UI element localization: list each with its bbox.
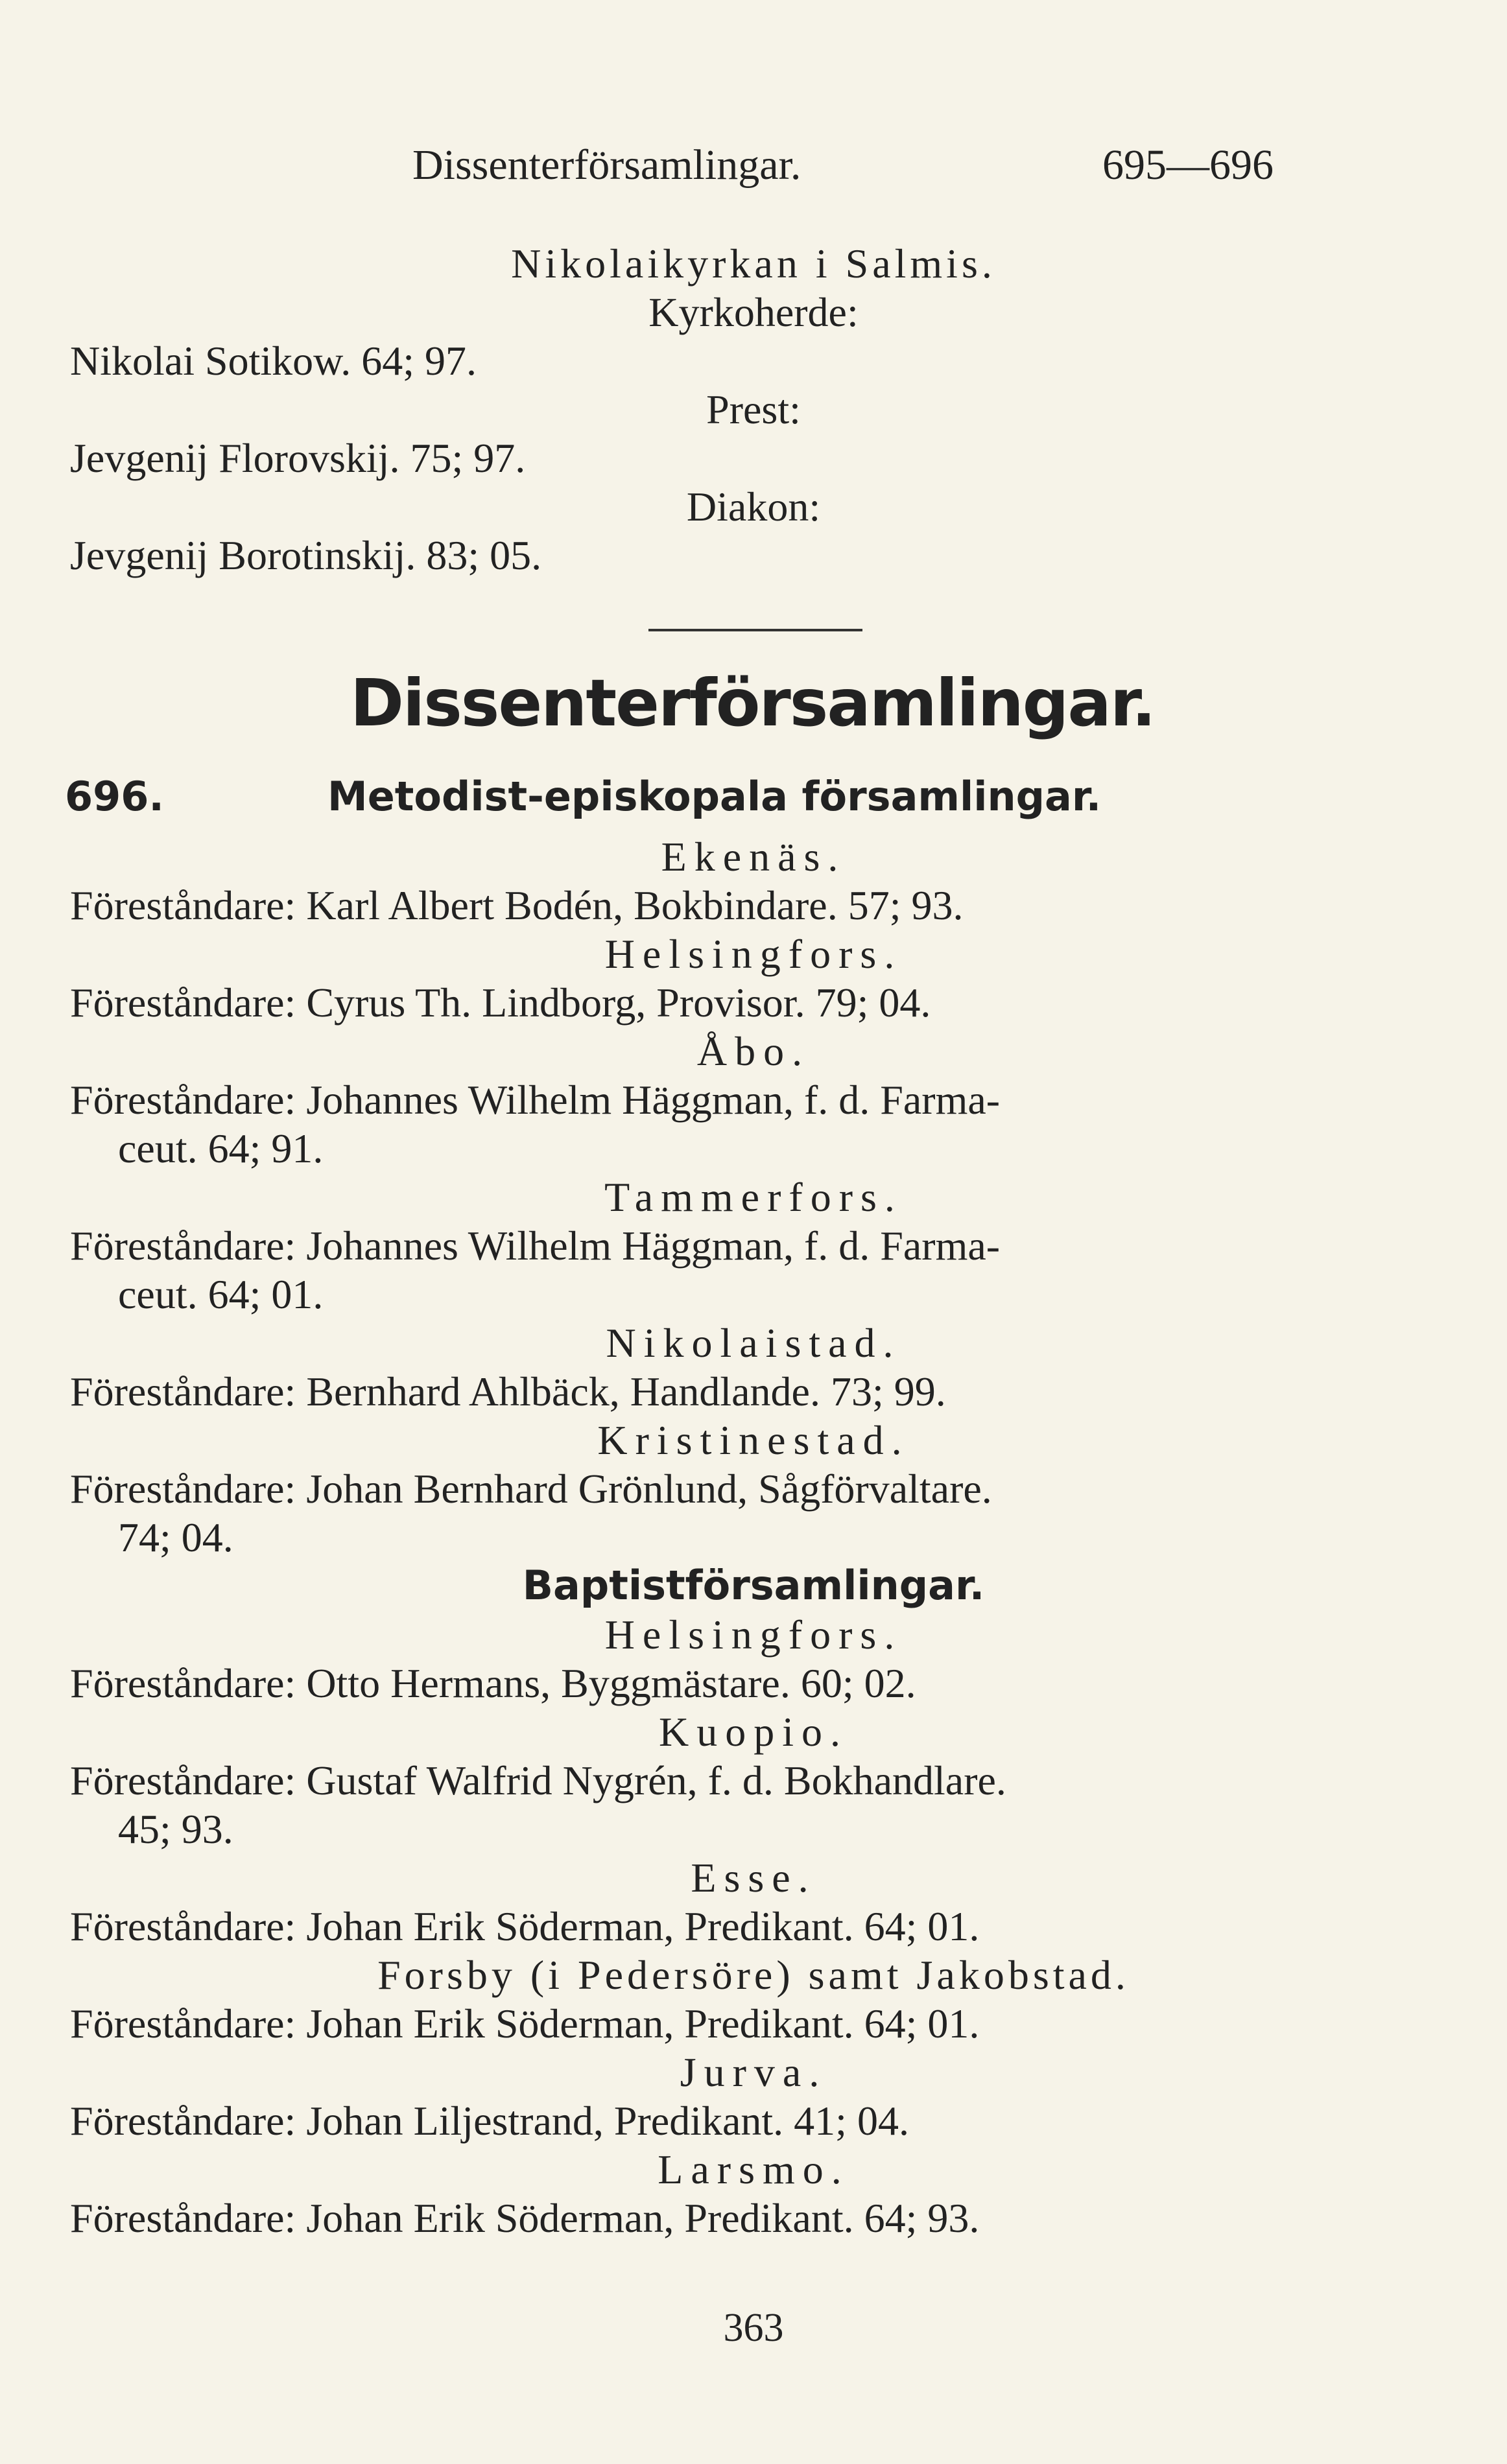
entry-line: Föreståndare: Gustaf Walfrid Nygrén, f. d. Bokhandlare. (70, 1757, 1006, 1803)
section-subtitle: Metodist-episkopala församlingar. (327, 773, 1102, 820)
entry-line: Föreståndare: Otto Hermans, Byggmästare. 60; 02. (70, 1660, 916, 1706)
entry-line: Föreståndare: Johannes Wilhelm Häggman, f. d. Farma- (70, 1077, 1001, 1123)
place-heading: Kuopio. (659, 1709, 848, 1755)
kyrkoherde-entry: Nikolai Sotikow. 64; 97. (70, 338, 477, 384)
prest-entry: Jevgenij Florovskij. 75; 97. (70, 435, 526, 481)
running-title: Dissenterförsamlingar. (412, 141, 801, 189)
entry-line: 74; 04. (118, 1514, 233, 1560)
place-heading: Helsingfors. (604, 931, 903, 977)
diakon-label: Diakon: (686, 484, 821, 530)
place-heading: Forsby (i Pedersöre) samt Jakobstad. (377, 1952, 1130, 1998)
place-heading: Åbo. (696, 1028, 811, 1074)
place-heading: Ekenäs. (661, 834, 846, 880)
entry-line: ceut. 64; 01. (118, 1271, 324, 1317)
entry-line: 45; 93. (118, 1806, 233, 1852)
entry-line: Föreståndare: Johan Erik Söderman, Predikant. 64; 93. (70, 2195, 980, 2241)
section-number: 696. (65, 773, 164, 820)
page-number: 363 (723, 2306, 784, 2350)
place-heading: Larsmo. (658, 2146, 849, 2192)
place-heading: Tammerfors. (604, 1174, 903, 1220)
entry-line: Föreståndare: Cyrus Th. Lindborg, Provisor. 79; 04. (70, 980, 931, 1026)
entry-line: Föreståndare: Karl Albert Bodén, Bokbindare. 57; 93. (70, 882, 964, 928)
place-heading: Jurva. (680, 2049, 827, 2095)
entry-line: Föreståndare: Johan Erik Söderman, Predikant. 64; 01. (70, 1903, 980, 1949)
place-heading: Nikolaistad. (606, 1320, 901, 1366)
prest-label: Prest: (706, 386, 801, 432)
section-title: Dissenterförsamlingar. (350, 665, 1155, 741)
page-range: 695—696 (1102, 141, 1274, 189)
kyrkoherde-label: Kyrkoherde: (648, 289, 859, 335)
entry-line: Föreståndare: Johannes Wilhelm Häggman, f. d. Farma- (70, 1223, 1001, 1269)
section-divider (648, 629, 862, 631)
diakon-entry: Jevgenij Borotinskij. 83; 05. (70, 532, 542, 578)
church-heading: Nikolaikyrkan i Salmis. (511, 241, 996, 287)
place-heading: Esse. (691, 1855, 816, 1901)
entry-line: Föreståndare: Johan Erik Söderman, Predikant. 64; 01. (70, 2001, 980, 2047)
baptist-heading: Baptistförsamlingar. (522, 1562, 985, 1609)
entry-line: Föreståndare: Johan Liljestrand, Predikant. 41; 04. (70, 2098, 909, 2144)
entry-line: Föreståndare: Bernhard Ahlbäck, Handlande. 73; 99. (70, 1368, 946, 1414)
entry-line: Föreståndare: Johan Bernhard Grönlund, Sågförvaltare. (70, 1466, 992, 1512)
place-heading: Helsingfors. (604, 1612, 903, 1658)
place-heading: Kristinestad. (597, 1417, 910, 1463)
entry-line: ceut. 64; 91. (118, 1125, 324, 1171)
